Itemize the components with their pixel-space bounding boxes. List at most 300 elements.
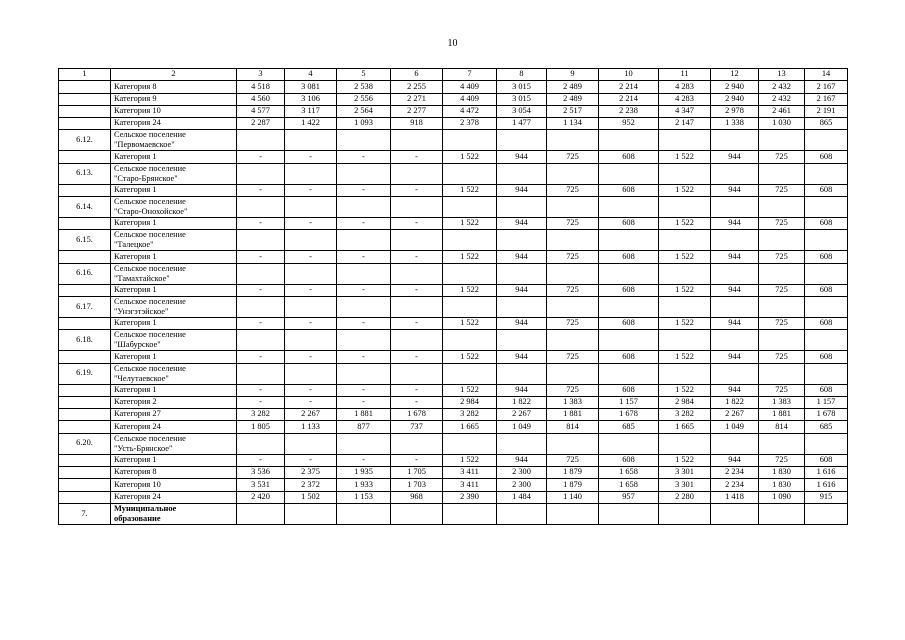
value-cell: 944	[711, 184, 759, 196]
section-row	[59, 197, 848, 218]
value-cell: 944	[711, 151, 759, 163]
value-cell: 2 255	[391, 81, 443, 93]
category-name: Категория 1	[111, 218, 237, 230]
value-cell: 944	[711, 284, 759, 296]
table-row	[59, 454, 848, 466]
empty-cell	[599, 230, 659, 251]
empty-cell	[659, 163, 711, 184]
empty-cell	[337, 363, 391, 384]
value-cell: 3 081	[285, 81, 337, 93]
empty-cell	[237, 330, 285, 351]
value-cell: 2 167	[805, 81, 848, 93]
value-cell: 725	[547, 454, 599, 466]
empty-cell	[285, 263, 337, 284]
section-name-line1: Сельское поселение	[114, 230, 186, 240]
empty-cell	[759, 230, 805, 251]
empty-cell	[285, 363, 337, 384]
value-cell: 1 049	[497, 421, 547, 433]
table-row	[59, 396, 848, 408]
empty-cell	[391, 330, 443, 351]
value-cell: 944	[497, 184, 547, 196]
value-cell: 1 665	[443, 421, 497, 433]
empty-cell	[237, 197, 285, 218]
empty-cell	[391, 363, 443, 384]
value-cell: 1 678	[805, 409, 848, 421]
value-cell: 1 522	[443, 454, 497, 466]
empty-cell	[497, 363, 547, 384]
empty-cell	[759, 363, 805, 384]
value-cell: 725	[759, 384, 805, 396]
value-cell: 3 054	[497, 105, 547, 117]
table-row	[59, 491, 848, 503]
value-cell: 608	[599, 284, 659, 296]
value-cell: 944	[711, 384, 759, 396]
empty-cell	[759, 197, 805, 218]
value-cell: 608	[599, 351, 659, 363]
value-cell: 2 147	[659, 118, 711, 130]
value-cell: 1 522	[659, 251, 711, 263]
section-name	[111, 263, 237, 284]
value-cell: 1 133	[285, 421, 337, 433]
value-cell: -	[391, 384, 443, 396]
empty-cell	[337, 503, 391, 524]
value-cell: 814	[547, 421, 599, 433]
section-name	[111, 163, 237, 184]
empty-cell	[759, 130, 805, 151]
value-cell: 2 375	[285, 467, 337, 479]
value-cell: -	[337, 454, 391, 466]
empty-cell	[659, 433, 711, 454]
value-cell: 4 518	[237, 81, 285, 93]
value-cell: 2 167	[805, 93, 848, 105]
empty-cell	[237, 130, 285, 151]
value-cell: 1 830	[759, 479, 805, 491]
value-cell: 1 049	[711, 421, 759, 433]
empty-cell	[497, 163, 547, 184]
empty-cell	[759, 296, 805, 317]
section-number: 6.13.	[59, 163, 111, 184]
table-row	[59, 317, 848, 329]
value-cell: -	[285, 218, 337, 230]
category-name: Категория 1	[111, 454, 237, 466]
value-cell: 957	[599, 491, 659, 503]
section-name-line1: Сельское поселение	[114, 163, 186, 173]
empty-cell	[443, 263, 497, 284]
column-header: 4	[285, 69, 337, 81]
table-row	[59, 467, 848, 479]
row-number-cell	[59, 81, 111, 93]
value-cell: 608	[599, 317, 659, 329]
column-header: 11	[659, 69, 711, 81]
value-cell: 4 472	[443, 105, 497, 117]
empty-cell	[599, 330, 659, 351]
section-name	[111, 296, 237, 317]
category-name: Категория 8	[111, 467, 237, 479]
value-cell: 2 214	[599, 81, 659, 93]
value-cell: 1 477	[497, 118, 547, 130]
value-cell: -	[337, 351, 391, 363]
empty-cell	[547, 330, 599, 351]
empty-cell	[659, 363, 711, 384]
value-cell: 2 280	[659, 491, 711, 503]
value-cell: 1 522	[659, 151, 711, 163]
empty-cell	[237, 163, 285, 184]
empty-cell	[337, 263, 391, 284]
empty-cell	[759, 163, 805, 184]
value-cell: 1 522	[659, 351, 711, 363]
value-cell: 2 984	[443, 396, 497, 408]
empty-cell	[547, 263, 599, 284]
section-number: 6.19.	[59, 363, 111, 384]
empty-cell	[659, 197, 711, 218]
empty-cell	[443, 296, 497, 317]
value-cell: 608	[805, 251, 848, 263]
value-cell: 3 282	[443, 409, 497, 421]
empty-cell	[805, 230, 848, 251]
category-name: Категория 2	[111, 396, 237, 408]
table-row	[59, 118, 848, 130]
value-cell: -	[237, 454, 285, 466]
column-header: 3	[237, 69, 285, 81]
value-cell: 1 522	[443, 351, 497, 363]
empty-cell	[391, 130, 443, 151]
value-cell: 968	[391, 491, 443, 503]
value-cell: 1 522	[443, 151, 497, 163]
row-number-cell	[59, 351, 111, 363]
value-cell: -	[237, 396, 285, 408]
empty-cell	[497, 330, 547, 351]
section-name	[111, 503, 237, 524]
empty-cell	[285, 163, 337, 184]
value-cell: 3 301	[659, 467, 711, 479]
empty-cell	[759, 263, 805, 284]
value-cell: 2 432	[759, 81, 805, 93]
value-cell: -	[391, 454, 443, 466]
column-header: 2	[111, 69, 237, 81]
empty-cell	[805, 330, 848, 351]
empty-cell	[547, 130, 599, 151]
empty-cell	[599, 263, 659, 284]
value-cell: 725	[759, 184, 805, 196]
value-cell: -	[285, 384, 337, 396]
value-cell: 725	[547, 218, 599, 230]
value-cell: 2 390	[443, 491, 497, 503]
value-cell: -	[237, 151, 285, 163]
value-cell: -	[285, 454, 337, 466]
value-cell: 1 522	[659, 184, 711, 196]
category-name: Категория 8	[111, 81, 237, 93]
column-header: 5	[337, 69, 391, 81]
value-cell: 1 881	[759, 409, 805, 421]
column-header: 7	[443, 69, 497, 81]
row-number-cell	[59, 118, 111, 130]
category-name: Категория 10	[111, 479, 237, 491]
section-name-line2: "Старо-Онохойское"	[114, 207, 188, 217]
empty-cell	[759, 503, 805, 524]
value-cell: 1 935	[337, 467, 391, 479]
value-cell: 3 015	[497, 81, 547, 93]
value-cell: 2 564	[337, 105, 391, 117]
value-cell: 1 879	[547, 479, 599, 491]
empty-cell	[547, 503, 599, 524]
table-row	[59, 251, 848, 263]
empty-cell	[659, 130, 711, 151]
section-name	[111, 130, 237, 151]
table-row	[59, 351, 848, 363]
value-cell: 4 283	[659, 81, 711, 93]
value-cell: 1 822	[711, 396, 759, 408]
row-number-cell	[59, 384, 111, 396]
value-cell: 2 234	[711, 479, 759, 491]
section-number: 6.20.	[59, 433, 111, 454]
section-row	[59, 503, 848, 524]
value-cell: -	[285, 317, 337, 329]
empty-cell	[237, 263, 285, 284]
value-cell: 3 117	[285, 105, 337, 117]
value-cell: 1 881	[337, 409, 391, 421]
value-cell: 608	[805, 317, 848, 329]
empty-cell	[285, 503, 337, 524]
empty-cell	[237, 433, 285, 454]
empty-cell	[547, 363, 599, 384]
value-cell: 608	[599, 218, 659, 230]
value-cell: 3 411	[443, 467, 497, 479]
value-cell: 4 409	[443, 93, 497, 105]
section-row	[59, 296, 848, 317]
value-cell: 725	[547, 384, 599, 396]
value-cell: 1 030	[759, 118, 805, 130]
value-cell: 2 432	[759, 93, 805, 105]
tariff-table	[58, 68, 848, 525]
value-cell: 3 015	[497, 93, 547, 105]
row-number-cell	[59, 105, 111, 117]
empty-cell	[237, 503, 285, 524]
value-cell: 2 271	[391, 93, 443, 105]
value-cell: 737	[391, 421, 443, 433]
value-cell: 1 522	[659, 454, 711, 466]
value-cell: 944	[497, 317, 547, 329]
value-cell: 608	[805, 218, 848, 230]
column-header: 14	[805, 69, 848, 81]
empty-cell	[285, 330, 337, 351]
section-name-line2: "Тамахтайское"	[114, 273, 170, 283]
table-row	[59, 81, 848, 93]
empty-cell	[805, 296, 848, 317]
value-cell: 2 267	[285, 409, 337, 421]
value-cell: -	[391, 351, 443, 363]
value-cell: -	[391, 317, 443, 329]
value-cell: 2 984	[659, 396, 711, 408]
empty-cell	[285, 130, 337, 151]
value-cell: 2 538	[337, 81, 391, 93]
empty-cell	[659, 330, 711, 351]
empty-cell	[599, 197, 659, 218]
value-cell: 2 267	[497, 409, 547, 421]
empty-cell	[391, 230, 443, 251]
value-cell: 2 267	[711, 409, 759, 421]
value-cell: 1 705	[391, 467, 443, 479]
value-cell: -	[237, 218, 285, 230]
category-name: Категория 1	[111, 284, 237, 296]
empty-cell	[711, 263, 759, 284]
empty-cell	[805, 263, 848, 284]
table-body	[59, 69, 848, 525]
value-cell: 2 378	[443, 118, 497, 130]
empty-cell	[759, 330, 805, 351]
empty-cell	[497, 503, 547, 524]
value-cell: -	[337, 384, 391, 396]
value-cell: 3 411	[443, 479, 497, 491]
empty-cell	[547, 197, 599, 218]
value-cell: 4 577	[237, 105, 285, 117]
value-cell: 608	[599, 384, 659, 396]
value-cell: 3 282	[237, 409, 285, 421]
value-cell: 1 418	[711, 491, 759, 503]
empty-cell	[711, 433, 759, 454]
value-cell: 725	[547, 284, 599, 296]
value-cell: 725	[547, 351, 599, 363]
section-name-line1: Сельское поселение	[114, 197, 186, 207]
empty-cell	[391, 433, 443, 454]
value-cell: 1 830	[759, 467, 805, 479]
value-cell: 877	[337, 421, 391, 433]
empty-cell	[337, 130, 391, 151]
value-cell: 2 277	[391, 105, 443, 117]
value-cell: 2 238	[599, 105, 659, 117]
section-row	[59, 433, 848, 454]
value-cell: -	[237, 317, 285, 329]
empty-cell	[391, 296, 443, 317]
value-cell: -	[391, 251, 443, 263]
section-name-line1: Сельское поселение	[114, 433, 186, 443]
empty-cell	[337, 230, 391, 251]
value-cell: 1 658	[599, 467, 659, 479]
table-row	[59, 218, 848, 230]
value-cell: 1 678	[391, 409, 443, 421]
empty-cell	[599, 296, 659, 317]
table-row	[59, 421, 848, 433]
value-cell: 1 090	[759, 491, 805, 503]
section-number: 6.14.	[59, 197, 111, 218]
value-cell: 1 822	[497, 396, 547, 408]
value-cell: -	[237, 184, 285, 196]
value-cell: 608	[599, 151, 659, 163]
value-cell: 608	[599, 454, 659, 466]
row-number-cell	[59, 491, 111, 503]
empty-cell	[497, 130, 547, 151]
value-cell: -	[337, 317, 391, 329]
section-name-line2: "Челутаевское"	[114, 373, 169, 383]
empty-cell	[391, 197, 443, 218]
value-cell: 1 933	[337, 479, 391, 491]
value-cell: 725	[759, 218, 805, 230]
row-number-cell	[59, 479, 111, 491]
value-cell: -	[237, 384, 285, 396]
value-cell: 1 383	[547, 396, 599, 408]
empty-cell	[599, 503, 659, 524]
value-cell: 1 383	[759, 396, 805, 408]
value-cell: -	[285, 351, 337, 363]
value-cell: 2 214	[599, 93, 659, 105]
value-cell: -	[391, 396, 443, 408]
column-header: 10	[599, 69, 659, 81]
value-cell: 1 422	[285, 118, 337, 130]
empty-cell	[391, 163, 443, 184]
value-cell: 918	[391, 118, 443, 130]
empty-cell	[391, 263, 443, 284]
section-name-line1: Сельское поселение	[114, 130, 186, 140]
value-cell: 1 703	[391, 479, 443, 491]
row-number-cell	[59, 317, 111, 329]
empty-cell	[497, 433, 547, 454]
empty-cell	[805, 197, 848, 218]
empty-cell	[443, 503, 497, 524]
value-cell: 814	[759, 421, 805, 433]
empty-cell	[337, 330, 391, 351]
value-cell: 685	[599, 421, 659, 433]
empty-cell	[759, 433, 805, 454]
section-name	[111, 330, 237, 351]
value-cell: 725	[759, 351, 805, 363]
value-cell: 725	[759, 454, 805, 466]
section-row	[59, 230, 848, 251]
value-cell: -	[337, 184, 391, 196]
value-cell: -	[337, 151, 391, 163]
value-cell: 1 522	[443, 317, 497, 329]
value-cell: 944	[711, 317, 759, 329]
section-name-line2: "Первомаевское"	[114, 140, 175, 150]
category-name: Категория 1	[111, 351, 237, 363]
value-cell: 725	[547, 151, 599, 163]
row-number-cell	[59, 284, 111, 296]
value-cell: 1 522	[659, 284, 711, 296]
empty-cell	[805, 163, 848, 184]
table-row	[59, 93, 848, 105]
empty-cell	[659, 263, 711, 284]
empty-cell	[711, 163, 759, 184]
value-cell: -	[391, 284, 443, 296]
empty-cell	[237, 296, 285, 317]
value-cell: 2 372	[285, 479, 337, 491]
value-cell: 1 502	[285, 491, 337, 503]
category-name: Категория 1	[111, 384, 237, 396]
empty-cell	[337, 197, 391, 218]
value-cell: 725	[759, 251, 805, 263]
value-cell: 725	[759, 284, 805, 296]
value-cell: 3 282	[659, 409, 711, 421]
section-number: 7.	[59, 503, 111, 524]
value-cell: -	[237, 284, 285, 296]
value-cell: 4 560	[237, 93, 285, 105]
section-row	[59, 130, 848, 151]
row-number-cell	[59, 454, 111, 466]
value-cell: 1 522	[443, 184, 497, 196]
value-cell: 2 300	[497, 479, 547, 491]
value-cell: -	[285, 251, 337, 263]
value-cell: 944	[497, 284, 547, 296]
value-cell: 685	[805, 421, 848, 433]
header-row	[59, 69, 848, 81]
empty-cell	[285, 197, 337, 218]
value-cell: 608	[805, 184, 848, 196]
value-cell: 2 489	[547, 93, 599, 105]
table-row	[59, 284, 848, 296]
empty-cell	[547, 163, 599, 184]
value-cell: 865	[805, 118, 848, 130]
empty-cell	[711, 503, 759, 524]
section-row	[59, 330, 848, 351]
value-cell: 944	[497, 384, 547, 396]
